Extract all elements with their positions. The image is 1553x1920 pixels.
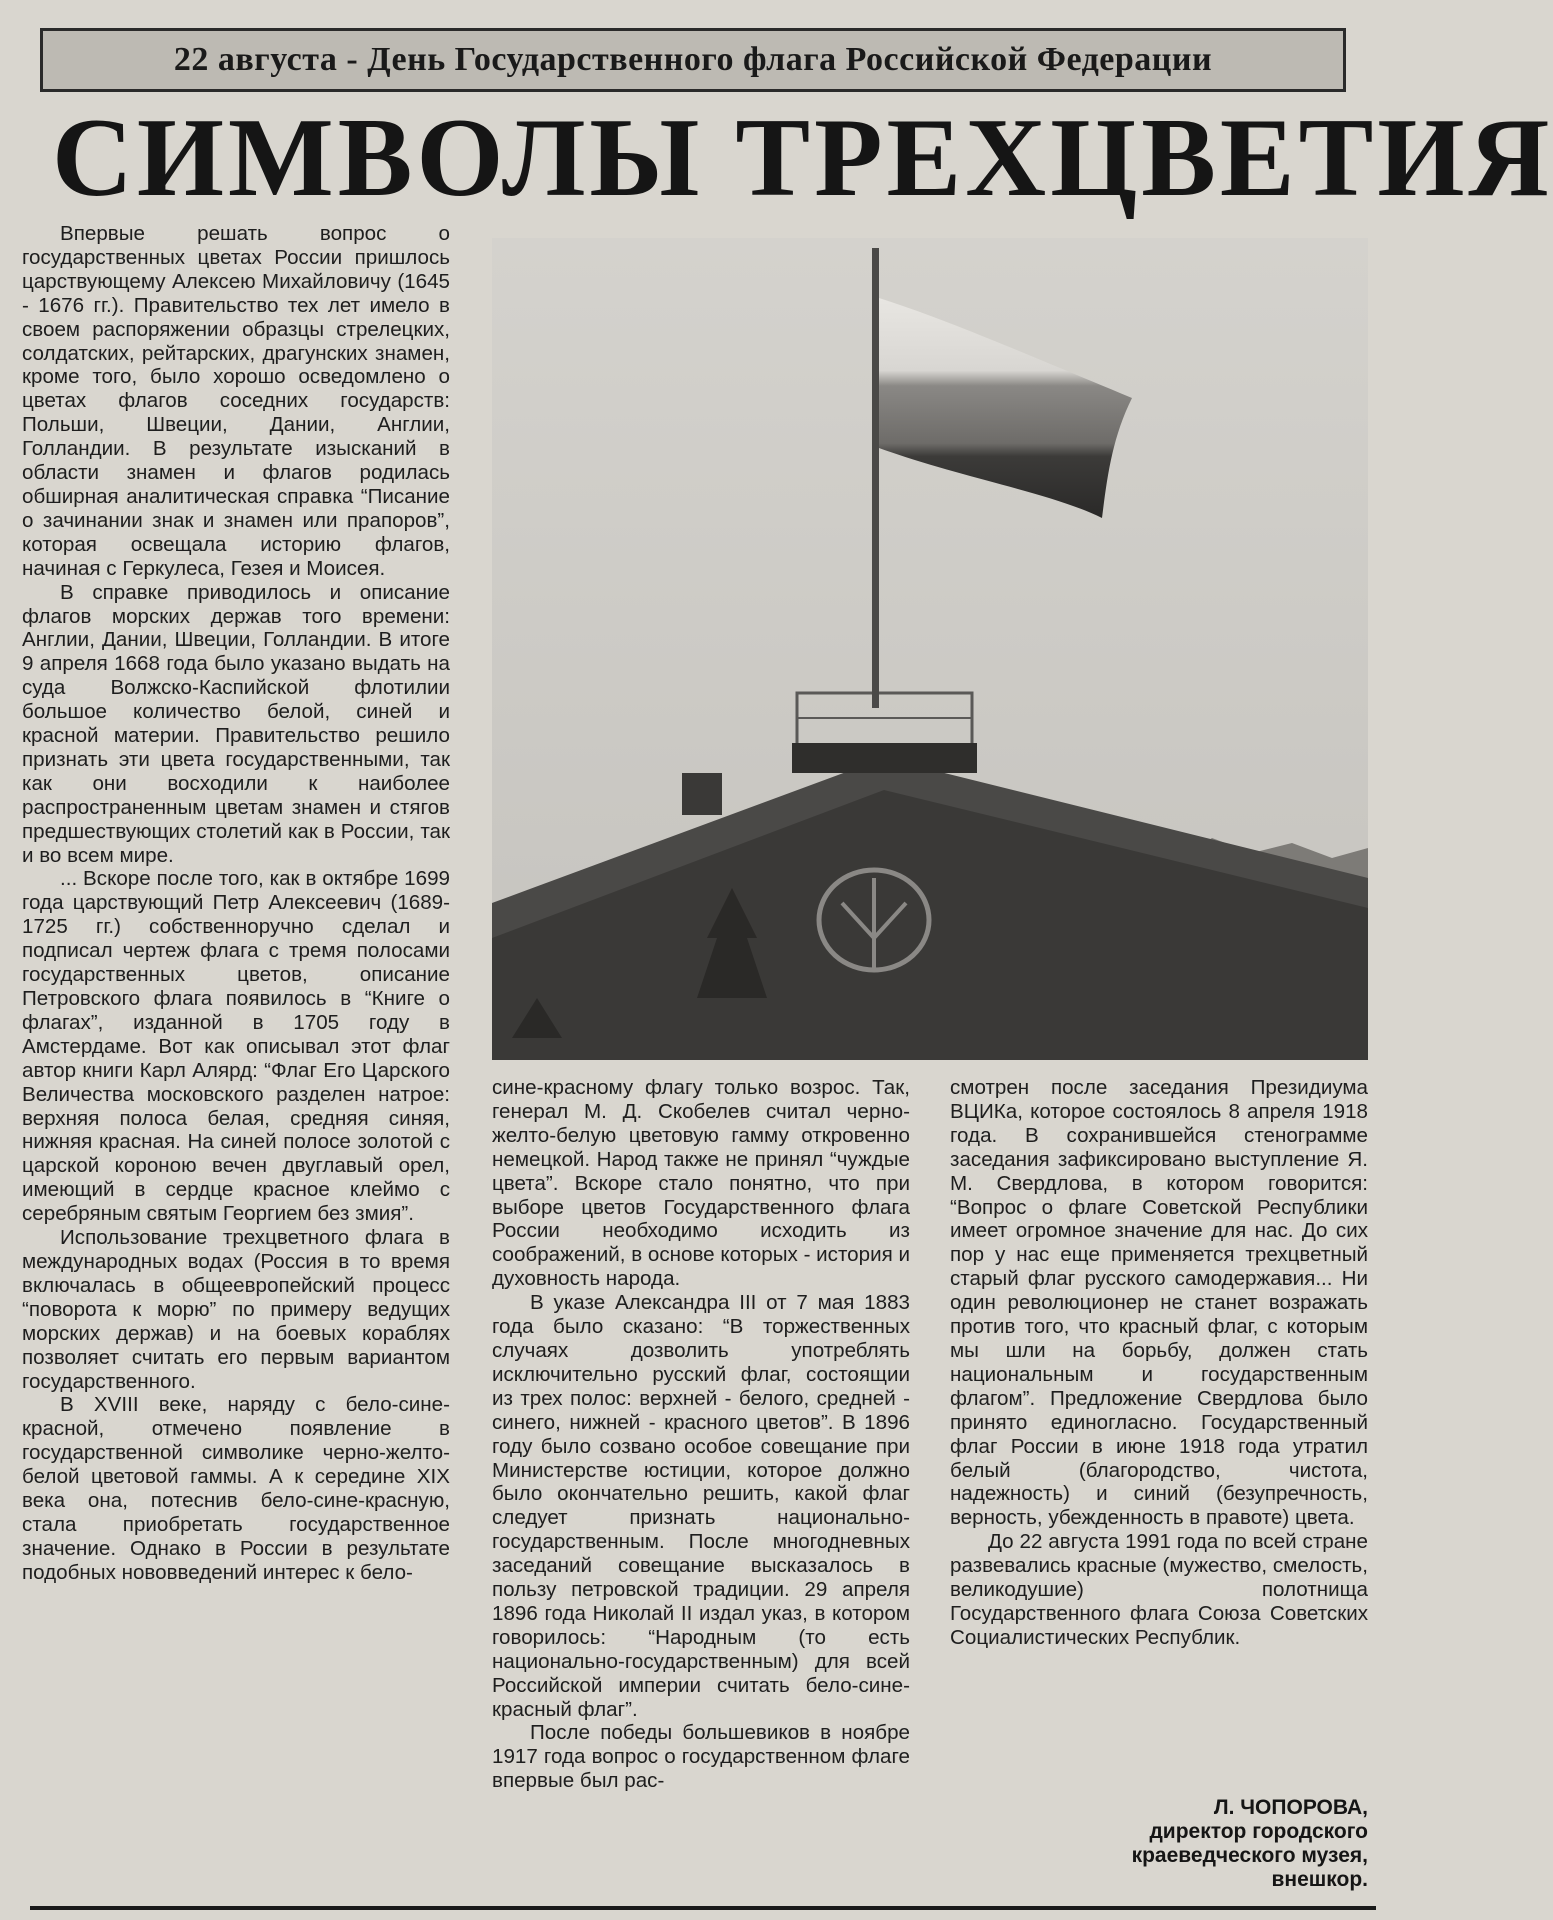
paragraph: До 22 августа 1991 года по всей стране развевались красные (мужество, смелость, великодушие) полотнища Государственного флага Союза Советских Социалистических Республик. bbox=[950, 1530, 1368, 1649]
article-column-1 bbox=[22, 222, 450, 1585]
paragraph: смотрен после заседания Президиума ВЦИКа, которое состоялось 8 апреля 1918 года. В сохранившейся стенограмме заседания зафиксировано выступление Я. М. Свердлова, в котором говорится: “Вопрос о флаге Советской Республики имеет огромное значение для нас. До сих пор у нас еще применяется трехцветный старый флаг русского самодержавия... Ни один революционер не станет возражать против того, что красный флаг, с которым мы шли на борьбу, должен стать национальным и государственным флагом”. Предложение Свердлова было принято единогласно. Государственный флаг России в июне 1918 года утратил белый (благородство, чистота, надежность) и синий (безупречность, верность, убежденность в правоте) цвета. bbox=[950, 1076, 1368, 1530]
bottom-rule bbox=[30, 1906, 1376, 1910]
author-name: Л. ЧОПОРОВА, bbox=[1213, 1796, 1368, 1819]
author-title: внешкор. bbox=[1271, 1868, 1368, 1891]
paragraph: В справке приводилось и описание флагов морских держав того времени: Англии, Дании, Швеции, Голландии. В итоге 9 апреля 1668 года было указано выдать на суда Волжско-Каспийской флотилии большое количество белой, синей и красной материи. Правительство решило признать эти цвета государственными, так как они восходили к наиболее распространенным цветам знамен и стягов предшествующих столетий как в России, так и во всем мире. bbox=[22, 580, 450, 867]
article-headline: СИМВОЛЫ ТРЕХЦВЕТИЯ bbox=[52, 96, 1553, 220]
paragraph: После победы большевиков в ноябре 1917 года вопрос о государственном флаге впервые был рас- bbox=[492, 1721, 910, 1793]
author-title: директор городского bbox=[1149, 1820, 1368, 1843]
chimney bbox=[682, 773, 722, 815]
article-column-3 bbox=[950, 1076, 1368, 1650]
author-title: краеведческого музея, bbox=[1131, 1844, 1368, 1867]
date-banner: 22 августа - День Государственного флага Российской Федерации bbox=[40, 28, 1346, 92]
flag-photo-illustration bbox=[492, 238, 1368, 1060]
paragraph: Впервые решать вопрос о государственных цветах России пришлось царствующему Алексею Михайловичу (1645 - 1676 гг.). Правительство тех лет имело в своем распоряжении образцы стрелецких, солдатских, рейтарских, драгунских знамен, кроме того, было хорошо осведомлено о цветах флагов соседних государств: Польши, Швеции, Дании, Англии, Голландии. В результате изысканий в области знамен и флагов родилась обширная аналитическая справка “Писание о зачинании знак и знамен или прапоров”, которая освещала историю флагов, начиная с Геркулеса, Гезея и Моисея. bbox=[22, 222, 450, 580]
paragraph: Использование трехцветного флага в международных водах (Россия в то время включалась в общеевропейский процесс “поворота к морю” по примеру ведущих морских держав) и на боевых кораблях позволяет считать его первым вариантом государственного. bbox=[22, 1226, 450, 1393]
paragraph: В XVIII веке, наряду с бело-сине-красной, отмечено появление в государственной символике черно-желто-белой цветовой гаммы. А к середине XIX века она, потеснив бело-сине-красную, стала приобретать государственное значение. Однако в России в результате подобных нововведений интерес к бело- bbox=[22, 1393, 450, 1584]
author-signature bbox=[950, 1796, 1368, 1892]
paragraph: сине-красному флагу только возрос. Так, генерал М. Д. Скобелев считал черно-желто-белую цветовую гамму откровенно немецкой. Народ также не принял “чуждые цвета”. Вскоре стало понятно, что при выборе цветов Государственного флага России необходимо исходить из соображений, в основе которых - история и духовность народа. bbox=[492, 1076, 910, 1291]
paragraph: ... Вскоре после того, как в октябре 1699 года царствующий Петр Алексеевич (1689-1725 гг.) собственноручно сделал и подписал чертеж флага с тремя полосами государственных цветов, описание Петровского флага появилось в “Книге о флагах”, изданной в 1705 году в Амстердаме. Вот как описывал этот флаг автор книги Карл Алярд: “Флаг Его Царского Величества московского разделен натрое: верхняя полоса белая, средняя синяя, нижняя красная. На синей полосе золотой с царской короною вечен двуглавый орел, имеющий в сердце красное клеймо с серебряным святым Георгием без змия”. bbox=[22, 867, 450, 1226]
flag-photo bbox=[492, 238, 1368, 1060]
paragraph: В указе Александра III от 7 мая 1883 года было сказано: “В торжественных случаях дозволить употреблять исключительно русский флаг, состоящии из трех полос: верхней - белого, средней - синего, нижней - красного цветов”. В 1896 году было созвано особое совещание при Министерстве юстиции, которое должно было окончательно решить, какой флаг следует признать национально-государственным. После многодневных заседаний совещание высказалось в пользу петровской традиции. 29 апреля 1896 года Николай II издал указ, в котором говорилось: “Народным (то есть национально-государственным) для всей Российской империи считать бело-сине-красный флаг”. bbox=[492, 1291, 910, 1721]
flagpole bbox=[872, 248, 879, 708]
article-column-2 bbox=[492, 1076, 910, 1793]
